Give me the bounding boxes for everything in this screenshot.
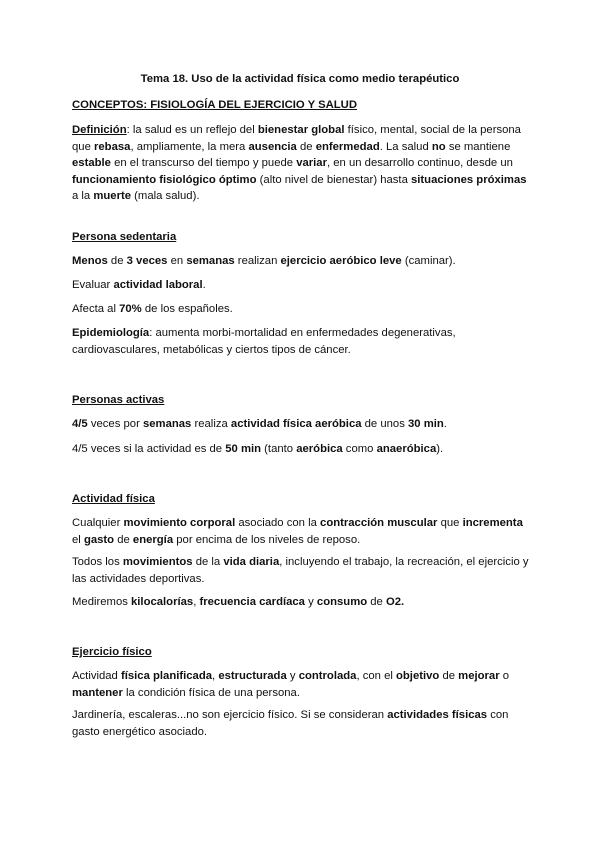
bold: variar [296,157,327,169]
definicion-paragraph [72,122,534,205]
text: en [167,255,187,267]
bold: 70% [119,303,142,315]
bold: estable [72,157,111,169]
bold: ejercicio aeróbico leve [280,255,402,267]
text: veces por [87,418,143,430]
text: de [107,255,127,267]
text: físico, mental, social de la persona que [72,124,521,153]
text: (caminar). [401,255,456,267]
bold: movimientos [122,556,193,568]
text: . La salud [379,140,432,153]
bold: controlada [298,670,357,682]
text: de [296,140,316,153]
sedentaria-heading: Persona sedentaria [72,231,177,243]
text: Cualquier [72,517,124,529]
bold: 50 min [225,443,262,455]
bold: actividades físicas [387,709,488,721]
text: o [499,670,510,682]
bold: incrementa [462,517,523,529]
sedentaria-p4 [72,325,534,358]
bold: situaciones próximas [411,173,527,186]
text: Evaluar [72,279,114,291]
text: de [439,670,459,682]
sedentaria-p1 [72,253,534,270]
text: 4/5 veces si la actividad es de [72,443,226,455]
bold: Epidemiología [72,327,150,339]
bold: frecuencia cardíaca [199,596,305,608]
bold: estructurada [218,670,287,682]
text: el [72,533,84,546]
conceptos-heading: CONCEPTOS: FISIOLOGÍA DEL EJERCICIO Y SALUD [72,99,357,111]
bold: vida diaria [223,556,280,568]
activas-heading-block [72,392,534,409]
text: Mediremos [72,596,132,608]
text: Afecta al [72,303,120,315]
def-label: Definición [72,124,127,136]
bold: contracción muscular [320,517,438,529]
text: , en un desarrollo continuo, desde un [326,157,513,169]
text: como [342,443,377,455]
text: , incluyendo el trabajo, la recreación, el ejercicio y las actividades deportivas. [72,556,529,585]
actividad-heading-block [72,491,534,508]
bold: enfermedad [315,140,380,153]
bold: rebasa [94,140,131,153]
actividad-heading: Actividad física [72,493,155,505]
text: : la salud es un reflejo del [126,124,258,136]
activas-heading: Personas activas [72,394,165,406]
activas-p2 [72,441,534,458]
bold: energía [132,533,174,546]
text: por encima de los niveles de reposo. [173,533,361,546]
bold: bienestar global [257,124,345,136]
text: con gasto energético asociado. [72,709,509,738]
text: Jardinería, escaleras...no son ejercicio físico. Si se consideran [72,709,388,721]
sedentaria-p3 [72,301,534,318]
text: y [286,670,299,682]
bold: Menos [72,255,108,267]
text: , con el [356,670,396,682]
ejercicio-heading-block [72,644,534,661]
activas-p1 [72,416,534,433]
text: de los españoles. [141,303,233,315]
text: . [443,418,447,430]
bold: mejorar [458,670,500,682]
bold: objetivo [396,670,440,682]
text: , [193,596,200,608]
bold: semanas [142,418,192,430]
actividad-p1 [72,515,534,548]
bold: actividad física aeróbica [230,418,362,430]
bold: muerte [93,190,132,202]
text: (mala salud). [131,190,200,202]
actividad-p3 [72,594,534,611]
bold: kilocalorías [131,596,194,608]
bold: 30 min [408,418,444,430]
text: . [202,279,206,291]
bold: actividad laboral [113,279,203,291]
bold: consumo [316,596,368,608]
text: realiza [191,418,231,430]
bold: no [431,140,446,153]
bold: O2. [385,596,405,608]
bold: física planificada [120,670,213,682]
text: de [114,533,133,546]
bold: 4/5 [72,418,88,430]
bold: semanas [186,255,235,267]
text: se mantiene [445,140,511,153]
text: ). [436,443,444,455]
text: en el transcurso del tiempo y puede [110,157,297,169]
text: a la [72,190,94,202]
text: , ampliamente, la mera [130,140,249,153]
bold: funcionamiento fisiológico óptimo [72,173,257,186]
ejercicio-p2 [72,707,534,740]
text: asociado con la [235,517,321,529]
text: (tanto [261,443,297,455]
text: la condición física de una persona. [122,686,300,699]
text: realizan [234,255,281,267]
text: y [304,596,317,608]
text: Actividad [72,670,121,682]
bold: aeróbica [296,443,343,455]
ejercicio-heading: Ejercicio físico [72,646,152,658]
text: que [437,517,463,529]
text: : aumenta morbi-mortalidad en enfermedades degenerativas, cardiovasculares, metabólicas y ciertos tipos de cáncer. [72,327,456,356]
bold: gasto [83,533,115,546]
sedentaria-p2 [72,277,534,294]
text: , [212,670,219,682]
ejercicio-p1 [72,668,534,701]
text: de [367,596,386,608]
bold: mantener [72,686,123,699]
text: Todos los [72,556,123,568]
text: de unos [361,418,408,430]
bold: ausencia [248,140,297,153]
actividad-p2 [72,554,534,587]
text: de la [192,556,224,568]
document-title: Tema 18. Uso de la actividad física como medio terapéutico [140,73,460,85]
bold: 3 veces [126,255,168,267]
bold: anaeróbica [376,443,437,455]
bold: movimiento corporal [123,517,236,529]
sedentaria-heading-block [72,229,534,246]
text: (alto nivel de bienestar) hasta [256,173,411,186]
section-conceptos [72,97,534,114]
